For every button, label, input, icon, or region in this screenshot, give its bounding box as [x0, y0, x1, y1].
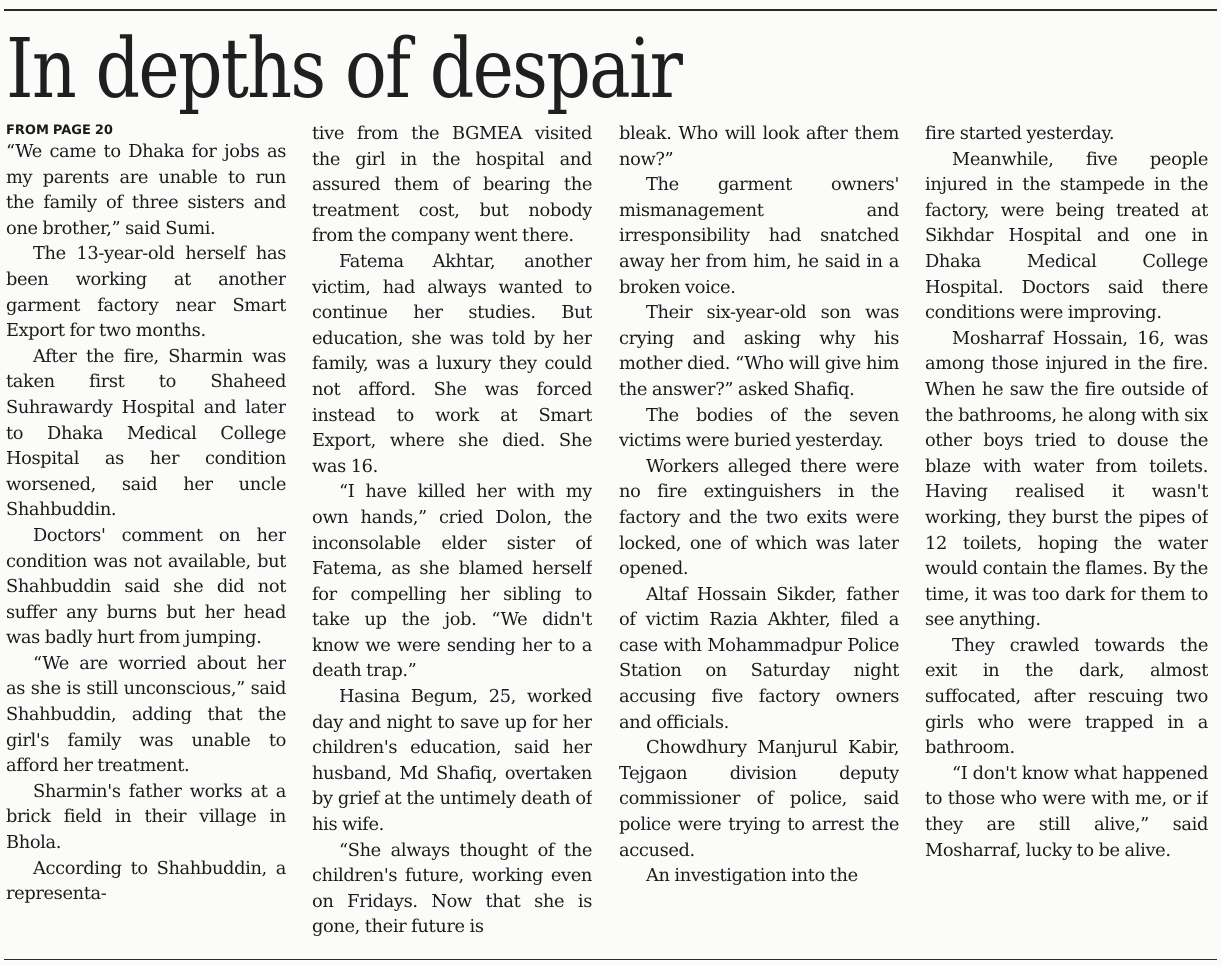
paragraph: “We came to Dhaka for jobs as my parents are unable to run the family of three sisters and one brother,” said Sumi.	[6, 141, 286, 239]
headline: In depths of despair	[6, 22, 682, 117]
paragraph: According to Shahbuddin, a representa-	[6, 857, 286, 905]
paragraph: After the fire, Sharmin was taken first to Shaheed Suhrawardy Hospital and later to Dhaka Medical College Hospital as her condition worsened, said her uncle Shahbuddin.	[6, 345, 286, 521]
paragraph: They crawled towards the exit in the dark, almost suffocated, after rescuing two girls who were trapped in a bathroom.	[925, 634, 1208, 759]
article-column-3	[619, 121, 899, 951]
paragraph: The bodies of the seven victims were buried yesterday.	[619, 404, 899, 452]
paragraph: “She always thought of the children's future, working even on Fridays. Now that she is gone, their future is	[312, 839, 592, 938]
paragraph: Their six-year-old son was crying and asking why his mother died. “Who will give him the answer?” asked Shafiq.	[619, 302, 899, 400]
paragraph: bleak. Who will look after them now?”	[619, 123, 899, 170]
paragraph: The 13-year-old herself has been working at another garment factory near Smart Export for two months.	[6, 243, 286, 342]
paragraph: tive from the BGMEA visited the girl in the hospital and assured them of bearing the treatment cost, but nobody from the company went there.	[312, 123, 592, 247]
paragraph: Altaf Hossain Sikder, father of victim Razia Akhter, filed a case with Mohammadpur Police Station on Saturday night accusing five factory owners and officials.	[619, 583, 899, 733]
paragraph: Meanwhile, five people injured in the stampede in the factory, were being treated at Sikhdar Hospital and one in Dhaka Medical College Hospital. Doctors said there conditions were improving.	[925, 148, 1208, 324]
paragraph: “I don't know what happened to those who were with me, or if they are still alive,” said Mosharraf, lucky to be alive.	[925, 762, 1208, 861]
paragraph: “I have killed her with my own hands,” cried Dolon, the inconsolable elder sister of Fatema, as she blamed herself for compelling her sibling to take up the job. “We didn't know we were sending her to a death trap.”	[312, 481, 592, 682]
paragraph: Hasina Begum, 25, worked day and night to save up for her children's education, said her husband, Md Shafiq, overtaken by grief at the untimely death of his wife.	[312, 686, 592, 836]
paragraph: Chowdhury Manjurul Kabir, Tejgaon division deputy commissioner of police, said police were trying to arrest the accused.	[619, 737, 899, 861]
paragraph: Fatema Akhtar, another victim, had always wanted to continue her studies. But education, she was told by her family, was a luxury they could not afford. She was forced instead to work at Smart Export, where she died. She was 16.	[312, 250, 592, 477]
paragraph: Sharmin's father works at a brick field in their village in Bhola.	[6, 780, 286, 854]
paragraph: Doctors' comment on her condition was not available, but Shahbuddin said she did not suffer any burns but her head was badly hurt from jumping.	[6, 524, 286, 649]
article-column-1	[6, 121, 286, 951]
paragraph: An investigation into the	[646, 865, 858, 887]
paragraph: The garment owners' mismanagement and irresponsibility had snatched away her from him, he said in a broken voice.	[619, 174, 899, 298]
bottom-rule	[4, 959, 1217, 960]
article-column-2	[312, 121, 592, 951]
jump-line: FROM PAGE 20	[6, 123, 113, 138]
top-rule	[4, 9, 1217, 11]
paragraph: “We are worried about her as she is still unconscious,” said Shahbuddin, adding that the girl's family was unable to afford her treatment.	[6, 652, 286, 777]
paragraph: fire started yesterday.	[925, 123, 1115, 144]
paragraph: Workers alleged there were no fire extinguishers in the factory and the two exits were locked, one of which was later opened.	[619, 455, 899, 580]
article-column-4	[925, 121, 1208, 951]
paragraph: Mosharraf Hossain, 16, was among those injured in the fire. When he saw the fire outside of the bathrooms, he along with six other boys tried to douse the blaze with water from toilets. Having realised it wasn't working, they burst the pipes of 12 toilets, hoping the water would contain the flames. By the time, it was too dark for them to see anything.	[925, 327, 1208, 631]
